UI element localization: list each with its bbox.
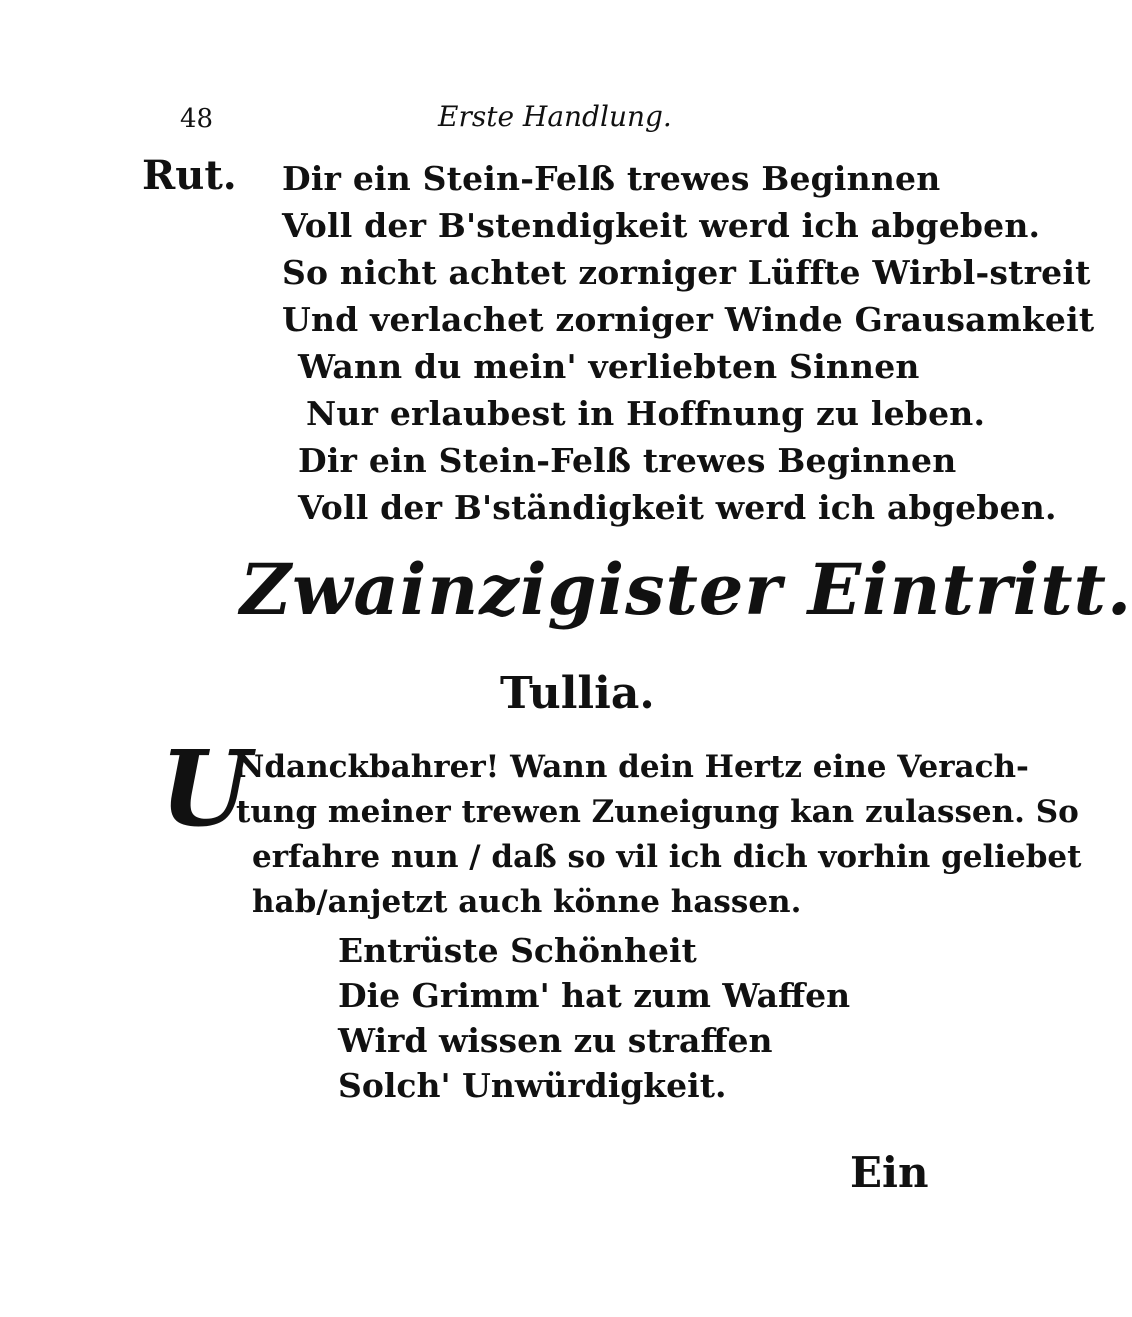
speech-paragraph xyxy=(160,727,1082,925)
verse-line: Und verlachet zorniger Winde Grausamkeit xyxy=(282,300,1095,339)
verse-line: Dir ein Stein-Felß trewes Beginnen xyxy=(282,159,941,198)
running-head: Erste Handlung. xyxy=(438,100,672,133)
poem-line: Die Grimm' hat zum Waffen xyxy=(338,976,851,1015)
scene-title: Zwainzigister Eintritt. xyxy=(240,548,1132,631)
verse-line: Voll der B'stendigkeit werd ich abgeben. xyxy=(282,206,1041,245)
verse-line: Wann du mein' verliebten Sinnen xyxy=(298,347,920,386)
poem-line: Wird wissen zu straffen xyxy=(338,1021,773,1060)
prose-line: hab/anjetzt auch könne hassen. xyxy=(252,884,802,920)
poem-line: Entrüste Schönheit xyxy=(338,931,697,970)
prose-line: erfahre nun / daß so vil ich dich vorhin geliebet xyxy=(252,839,1082,875)
verse-line: Voll der B'ständigkeit werd ich abgeben. xyxy=(298,488,1057,527)
prose-line: tung meiner trewen Zuneigung kan zulassen. So xyxy=(236,794,1079,830)
poem-line: Solch' Unwürdigkeit. xyxy=(338,1066,727,1105)
poem-block xyxy=(338,928,850,1108)
prose-line: Ndanckbahrer! Wann dein Hertz eine Verach- xyxy=(236,749,1029,785)
aria-verse-block xyxy=(282,155,1095,531)
verse-line: Dir ein Stein-Felß trewes Beginnen xyxy=(298,441,957,480)
character-name: Tullia. xyxy=(500,668,655,719)
page-number: 48 xyxy=(180,104,214,134)
drop-cap: U xyxy=(160,727,251,850)
catchword: Ein xyxy=(850,1148,929,1197)
verse-line: So nicht achtet zorniger Lüffte Wirbl-streit xyxy=(282,253,1091,292)
speaker-name: Rut. xyxy=(142,152,237,199)
verse-line: Nur erlaubest in Hoffnung zu leben. xyxy=(306,394,986,433)
